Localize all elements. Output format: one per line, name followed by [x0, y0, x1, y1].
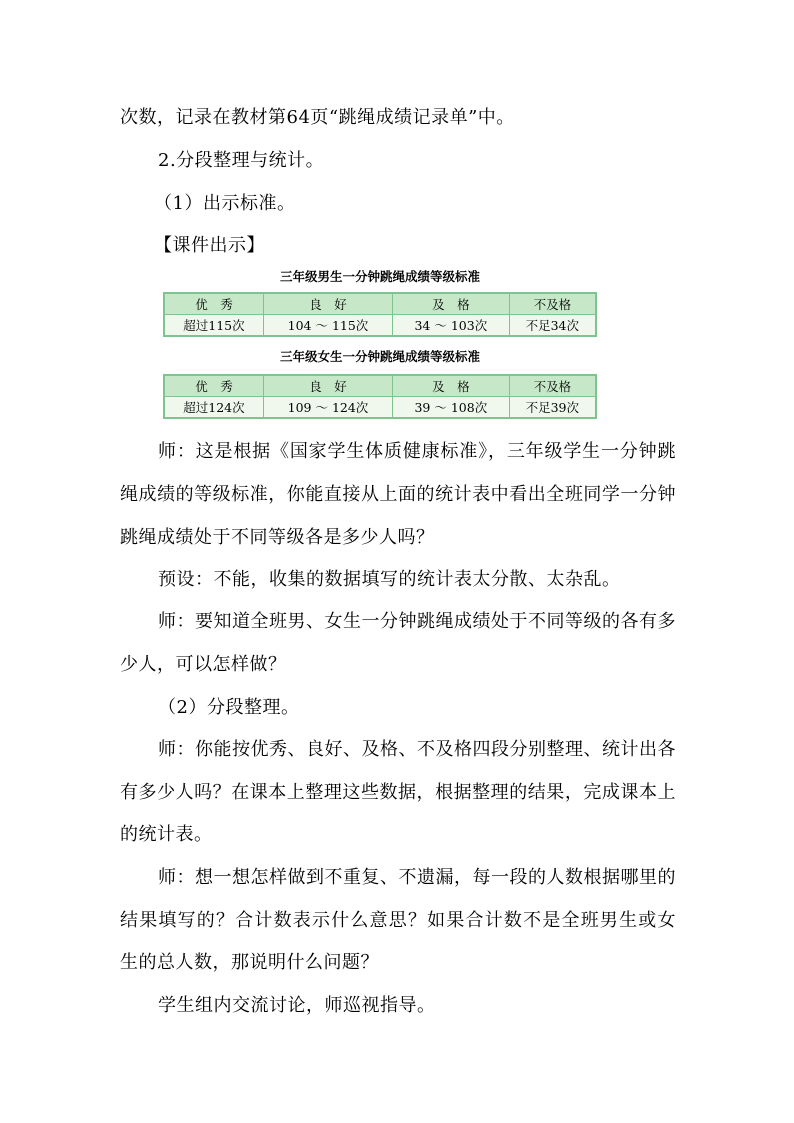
- subsection-heading: （1）出示标准。: [154, 193, 296, 214]
- cell-good: 104 ～ 115次: [263, 315, 392, 337]
- header-fail: 不及格: [509, 293, 596, 315]
- header-excellent: 优 秀: [164, 293, 263, 315]
- girls-grade-table: [163, 374, 597, 419]
- cell-fail: 不足34次: [509, 315, 596, 337]
- table-header-row: [164, 375, 596, 397]
- header-pass: 及 格: [393, 293, 510, 315]
- cell-excellent: 超过115次: [164, 315, 263, 337]
- header-excellent: 优 秀: [164, 375, 263, 397]
- table-header-row: [164, 293, 596, 315]
- boys-grade-table: [163, 292, 597, 337]
- cell-good: 109 ～ 124次: [263, 397, 392, 419]
- cell-pass: 34 ～ 103次: [393, 315, 510, 337]
- paragraph-line: 师：这是根据《国家学生体质健康标准》，三年级学生一分钟跳: [158, 441, 676, 462]
- paragraph-line: 学生组内交流讨论，师巡视指导。: [158, 995, 436, 1016]
- header-good: 良 好: [263, 375, 392, 397]
- cell-excellent: 超过124次: [164, 397, 263, 419]
- section-heading: 2.分段整理与统计。: [158, 150, 325, 171]
- girls-table-title: 三年级女生一分钟跳绳成绩等级标准: [279, 349, 480, 364]
- subsection-heading: （2）分段整理。: [158, 697, 300, 718]
- paragraph-line: 生的总人数，那说明什么问题？: [120, 952, 379, 973]
- paragraph-line: 师：要知道全班男、女生一分钟跳绳成绩处于不同等级的各有多: [158, 611, 676, 632]
- paragraph-line: 的统计表。: [120, 824, 213, 845]
- header-fail: 不及格: [509, 375, 596, 397]
- header-good: 良 好: [263, 293, 392, 315]
- paragraph-line: 师：你能按优秀、良好、及格、不及格四段分别整理、统计出各: [158, 739, 676, 760]
- paragraph-line: 预设：不能，收集的数据填写的统计表太分散、太杂乱。: [158, 569, 621, 590]
- boys-table-title: 三年级男生一分钟跳绳成绩等级标准: [279, 269, 480, 284]
- paragraph-line: 师：想一想怎样做到不重复、不遗漏，每一段的人数根据哪里的: [158, 867, 676, 888]
- table-row: [164, 397, 596, 419]
- paragraph-line: 少人，可以怎样做？: [120, 654, 287, 675]
- header-pass: 及 格: [393, 375, 510, 397]
- cell-pass: 39 ～ 108次: [393, 397, 510, 419]
- cell-fail: 不足39次: [509, 397, 596, 419]
- paragraph-line: 绳成绩的等级标准，你能直接从上面的统计表中看出全班同学一分钟: [120, 484, 676, 505]
- courseware-label: 【课件出示】: [154, 235, 265, 256]
- paragraph-line: 跳绳成绩处于不同等级各是多少人吗？: [120, 527, 435, 548]
- table-row: [164, 315, 596, 337]
- paragraph-line: 次数，记录在教材第64页“跳绳成绩记录单”中。: [120, 107, 515, 128]
- paragraph-line: 有多少人吗？在课本上整理这些数据，根据整理的结果，完成课本上: [120, 782, 676, 803]
- paragraph-line: 结果填写的？合计数表示什么意思？如果合计数不是全班男生或女: [120, 910, 676, 931]
